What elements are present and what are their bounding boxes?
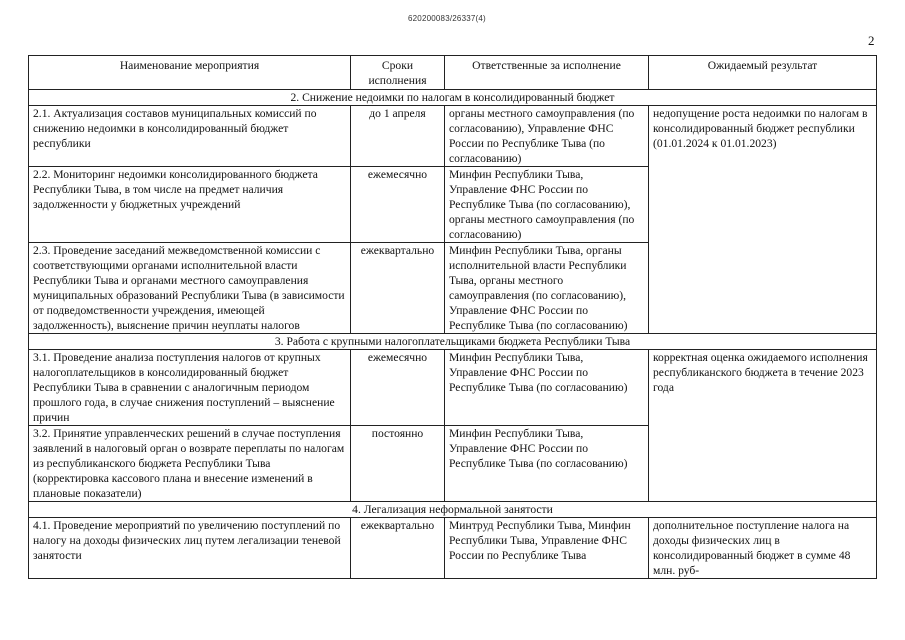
header-result: Ожидаемый результат [649,56,877,90]
measure-responsible: Минфин Республики Тыва, Управление ФНС России по Республике Тыва (по согласованию) [445,426,649,502]
measures-table [28,55,877,579]
measure-responsible: органы местного самоуправления (по согласованию), Управление ФНС России по Республике Тыва (по согласованию) [445,106,649,167]
measure-deadline: ежемесячно [351,350,445,426]
measure-responsible: Минтруд Республики Тыва, Минфин Республики Тыва, Управление ФНС России по Республике Тыва [445,518,649,579]
measure-responsible: Минфин Республики Тыва, Управление ФНС России по Республике Тыва (по согласованию), органы местного самоуправления (по согласованию) [445,167,649,243]
measure-deadline: ежемесячно [351,167,445,243]
measure-name: 4.1. Проведение мероприятий по увеличению поступлений по налогу на доходы физических лиц путем легализации теневой занятости [29,518,351,579]
measure-name: 2.1. Актуализация составов муниципальных комиссий по снижению недоимки в консолидированный бюджет республики [29,106,351,167]
measure-deadline: ежеквартально [351,243,445,334]
header-name: Наименование мероприятия [29,56,351,90]
measure-name: 3.1. Проведение анализа поступления налогов от крупных налогоплательщиков в консолидированный бюджет Республики Тыва в сравнении с аналогичным периодом прошлого года, в случае снижения поступлений – выяснение причин [29,350,351,426]
measure-deadline: ежеквартально [351,518,445,579]
document-number: 620200083/26337(4) [408,14,486,23]
section-row [29,334,877,350]
header-responsible: Ответственные за исполнение [445,56,649,90]
expected-result: недопущение роста недоимки по налогам в консолидированный бюджет республики (01.01.2024 к 01.01.2023) [649,106,877,334]
measure-deadline: до 1 апреля [351,106,445,167]
section-row [29,502,877,518]
table-row [29,106,877,167]
measure-name: 3.2. Принятие управленческих решений в случае поступления заявлений в налоговый орган о возврате переплаты по налогам из республиканского бюджета Республики Тыва (корректировка кассового плана и внесение изменений в плановые показатели) [29,426,351,502]
table-header-row [29,56,877,90]
measure-responsible: Минфин Республики Тыва, органы исполнительной власти Республики Тыва, органы местного самоуправления (по согласованию), Управление ФНС России по Республике Тыва (по согласованию) [445,243,649,334]
table-row [29,518,877,579]
section-row [29,90,877,106]
section-title: 3. Работа с крупными налогоплательщиками бюджета Республики Тыва [29,334,877,350]
measure-responsible: Минфин Республики Тыва, Управление ФНС России по Республике Тыва (по согласованию) [445,350,649,426]
expected-result: корректная оценка ожидаемого исполнения республиканского бюджета в течение 2023 года [649,350,877,502]
section-title: 4. Легализация неформальной занятости [29,502,877,518]
table-row [29,350,877,426]
measure-deadline: постоянно [351,426,445,502]
expected-result: дополнительное поступление налога на доходы физических лиц в консолидированный бюджет в сумме 48 млн. руб- [649,518,877,579]
page-number: 2 [868,33,875,48]
header-deadline: Сроки исполнения [351,56,445,90]
section-title: 2. Снижение недоимки по налогам в консолидированный бюджет [29,90,877,106]
measure-name: 2.2. Мониторинг недоимки консолидированного бюджета Республики Тыва, в том числе на предмет наличия задолженности у бюджетных учреждений [29,167,351,243]
measure-name: 2.3. Проведение заседаний межведомственной комиссии с соответствующими органами исполнительной власти Республики Тыва и органами местного самоуправления муниципальных образований Республики Тыва (в зависимости от подведомственности учреждения, имеющей задолженность), выяснение причин неуплаты налогов [29,243,351,334]
